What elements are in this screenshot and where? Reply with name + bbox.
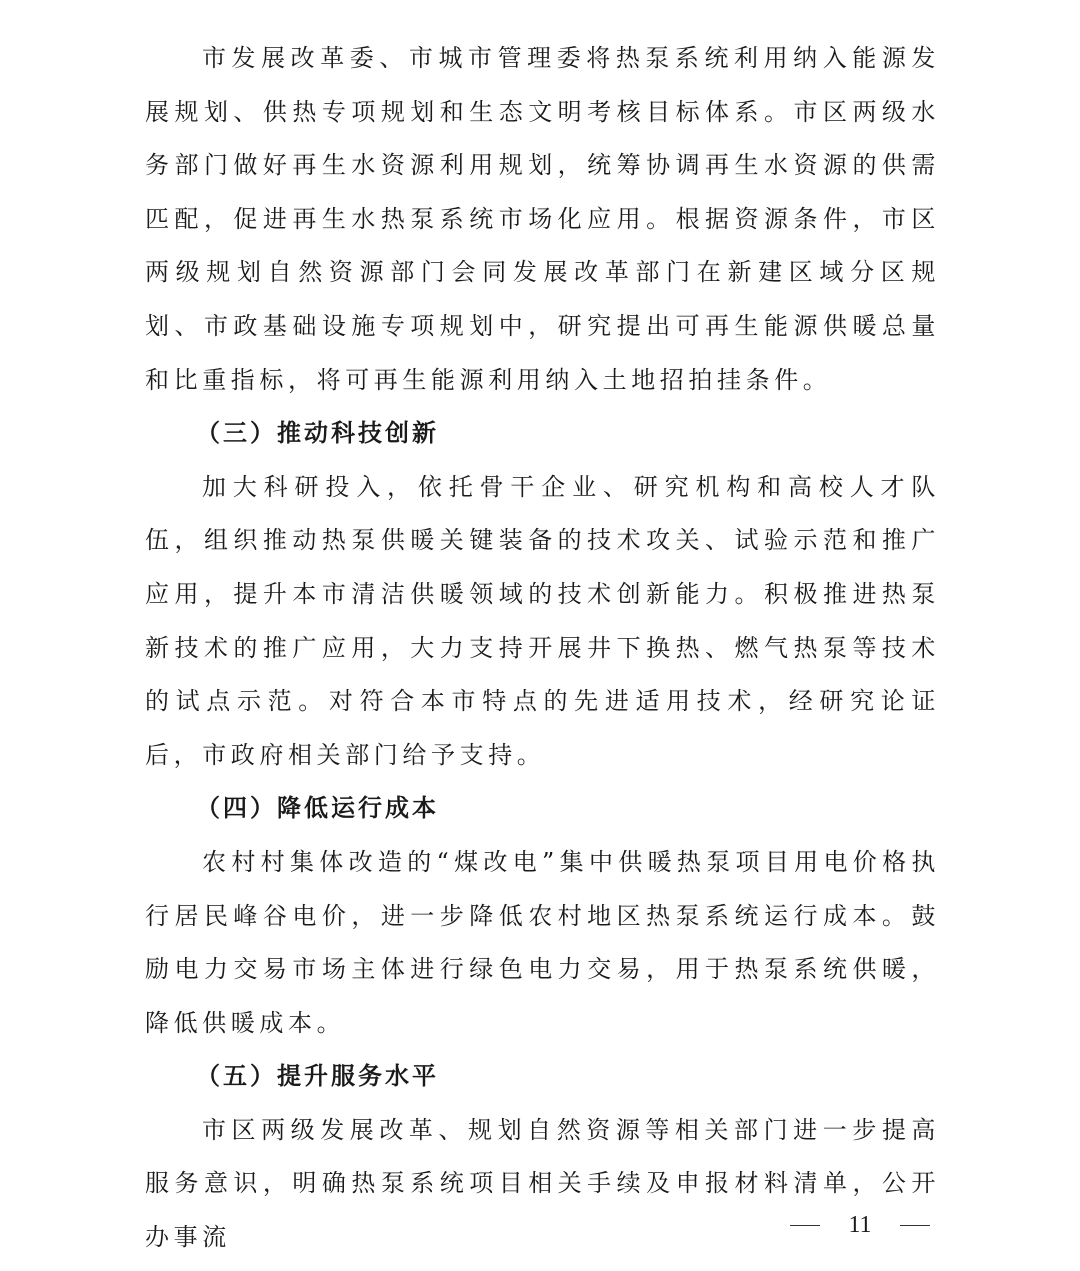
page-footer: [790, 1210, 930, 1240]
section-heading: （五）提升服务水平: [196, 1062, 439, 1091]
paragraph: 加大科研投入，依托骨干企业、研究机构和高校人才队伍，组织推动热泵供暖关键装备的技术攻关、试验示范和推广应用，提升本市清洁供暖领域的技术创新能力。积极推进热泵新技术的推广应用，大力支持开展井下换热、燃气热泵等技术的试点示范。对符合本市特点的先进适用技术，经研究论证后，市政府相关部门给予支持。: [145, 472, 940, 769]
section-heading: （四）降低运行成本: [196, 794, 439, 823]
footer-dash-left: [790, 1225, 820, 1226]
paragraph: 市发展改革委、市城市管理委将热泵系统利用纳入能源发展规划、供热专项规划和生态文明考核目标体系。市区两级水务部门做好再生水资源利用规划，统筹协调再生水资源的供需匹配，促进再生水热泵系统市场化应用。根据资源条件，市区两级规划自然资源部门会同发展改革部门在新建区域分区规划、市政基础设施专项规划中，研究提出可再生能源供暖总量和比重指标，将可再生能源利用纳入土地招拍挂条件。: [145, 44, 940, 394]
section-heading: （三）推动科技创新: [196, 419, 439, 448]
document-body: [145, 32, 940, 1265]
footer-dash-right: [900, 1225, 930, 1226]
paragraph: 市区两级发展改革、规划自然资源等相关部门进一步提高服务意识，明确热泵系统项目相关手续及申报材料清单，公开办事流: [145, 1115, 940, 1252]
page-number: 11: [848, 1211, 872, 1238]
paragraph: 农村村集体改造的“煤改电”集中供暖热泵项目用电价格执行居民峰谷电价，进一步降低农村地区热泵系统运行成本。鼓励电力交易市场主体进行绿色电力交易，用于热泵系统供暖，降低供暖成本。: [145, 847, 940, 1037]
